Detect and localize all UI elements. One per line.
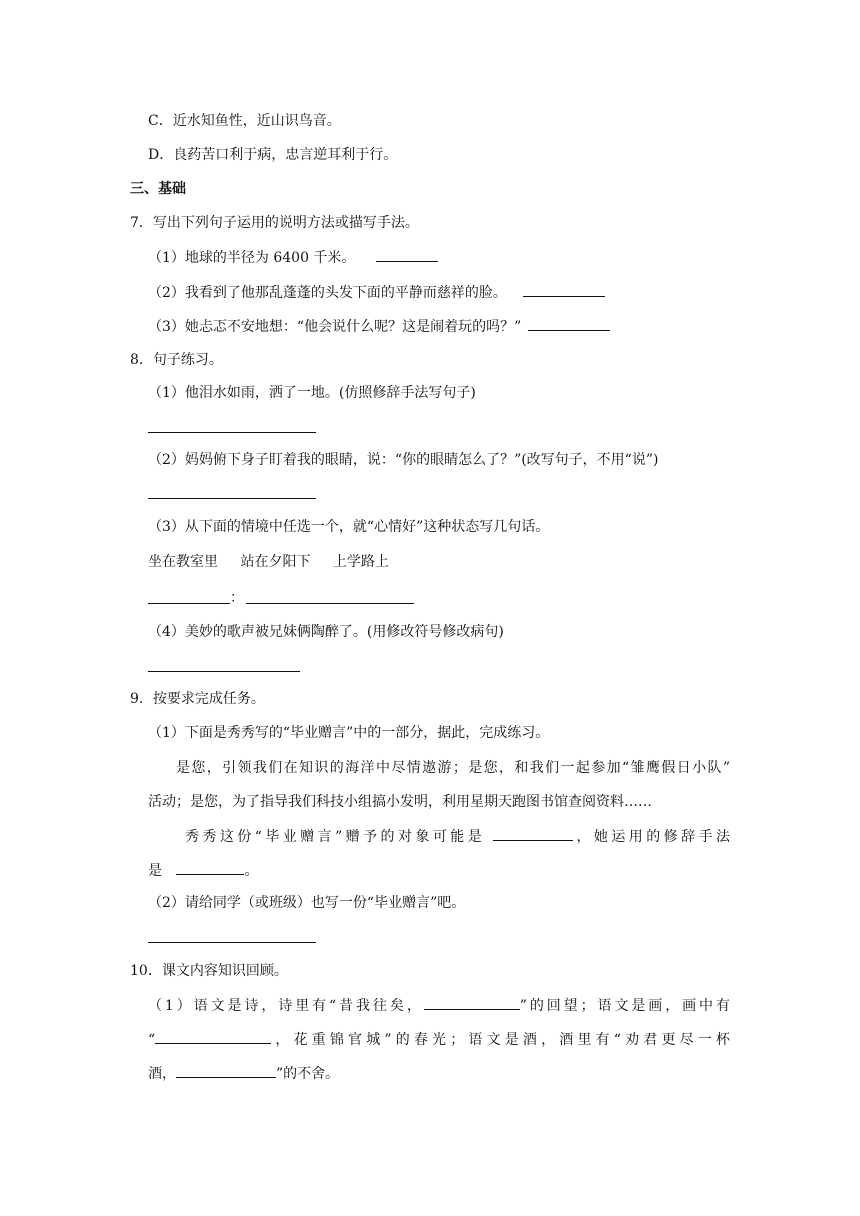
- q10-text: （1）语文是诗，诗里有“昔我往矣，: [148, 998, 424, 1014]
- answer-line[interactable]: [148, 671, 300, 672]
- quote-line-1: 是您，引领我们在知识的海洋中尽情遨游；是您，和我们一起参加“雏鹰假日小队”: [176, 760, 730, 776]
- q8-item-4: （4）美妙的歌声被兄妹俩陶醉了。(用修改符号修改病句): [148, 624, 504, 640]
- q9-title: 9．按要求完成任务。: [130, 691, 265, 707]
- q10-line-1: [148, 995, 730, 1016]
- q9-question-line-2: [148, 860, 258, 881]
- answer-blank[interactable]: [523, 282, 605, 297]
- answer-blank[interactable]: [424, 995, 520, 1010]
- q10-text: ”的不舍。: [276, 1066, 340, 1082]
- q7-item-3-text: （3）她忐忑不安地想：“他会说什么呢？这是闹着玩的吗？”: [148, 319, 522, 335]
- q10-text: 酒，: [148, 1066, 176, 1082]
- scenario-option: 站在夕阳下: [240, 554, 311, 570]
- answer-line[interactable]: [148, 432, 316, 433]
- option-d: D．良药苦口利于病，忠言逆耳利于行。: [148, 147, 398, 163]
- quote-line-2: 活动；是您，为了指导我们科技小组搞小发明，利用星期天跑图书馆查阅资料……: [148, 794, 652, 810]
- answer-line[interactable]: [148, 603, 230, 604]
- q10-text: ”的回望；语文是画，画中有: [519, 998, 730, 1014]
- q7-title: 7．写出下列句子运用的说明方法或描写手法。: [130, 215, 419, 231]
- q9-question-text: 。: [244, 863, 259, 879]
- colon: ：: [230, 590, 244, 606]
- q10-text: “: [148, 1032, 156, 1048]
- q7-item-1: [148, 247, 438, 268]
- answer-line[interactable]: [148, 498, 316, 499]
- q9-question-line: [185, 826, 730, 847]
- scenario-option: 上学路上: [332, 554, 389, 570]
- q8-title: 8．句子练习。: [130, 352, 223, 368]
- q7-item-3: [148, 316, 610, 337]
- q10-line-3: [148, 1063, 339, 1084]
- q7-item-2: [148, 282, 605, 303]
- answer-blank[interactable]: [376, 247, 438, 262]
- q8-item-2: （2）妈妈俯下身子盯着我的眼睛，说：“你的眼睛怎么了？”(改写句子，不用“说”): [148, 452, 659, 468]
- q10-title: 10．课文内容知识回顾。: [130, 963, 288, 979]
- option-c: C．近水知鱼性，近山识鸟音。: [148, 113, 341, 129]
- q8-item-3: （3）从下面的情境中任选一个，就“心情好”这种状态写几句话。: [148, 519, 550, 535]
- q7-item-2-text: （2）我看到了他那乱蓬蓬的头发下面的平静而慈祥的脸。: [148, 285, 507, 301]
- section-title: 三、基础: [130, 181, 186, 197]
- q7-item-1-text: （1）地球的半径为 6400 千米。: [148, 250, 356, 266]
- q9-item-1: （1）下面是秀秀写的“毕业赠言”中的一部分，据此，完成练习。: [148, 725, 550, 741]
- answer-blank[interactable]: [493, 826, 573, 841]
- answer-blank[interactable]: [176, 1063, 276, 1078]
- q9-question-text: 是: [148, 863, 162, 879]
- answer-line[interactable]: [148, 942, 316, 943]
- q9-question-text: ，她运用的修辞手法: [573, 829, 730, 845]
- q8-item-1: （1）他泪水如雨，洒了一地。(仿照修辞手法写句子): [148, 385, 476, 401]
- scenario-options: [148, 552, 389, 572]
- scenario-option: 坐在教室里: [148, 554, 218, 570]
- answer-blank[interactable]: [155, 1029, 271, 1044]
- q9-question-text: 秀秀这份“毕业赠言”赠予的对象可能是: [185, 829, 486, 845]
- answer-line[interactable]: [246, 603, 414, 604]
- answer-blank[interactable]: [176, 860, 244, 875]
- q10-line-2: [148, 1029, 730, 1050]
- q9-item-2: （2）请给同学（或班级）也写一份“毕业赠言”吧。: [148, 895, 466, 911]
- answer-blank[interactable]: [528, 316, 610, 331]
- q10-text: ，花重锦官城”的春光；语文是酒，酒里有“劝君更尽一杯: [271, 1032, 730, 1048]
